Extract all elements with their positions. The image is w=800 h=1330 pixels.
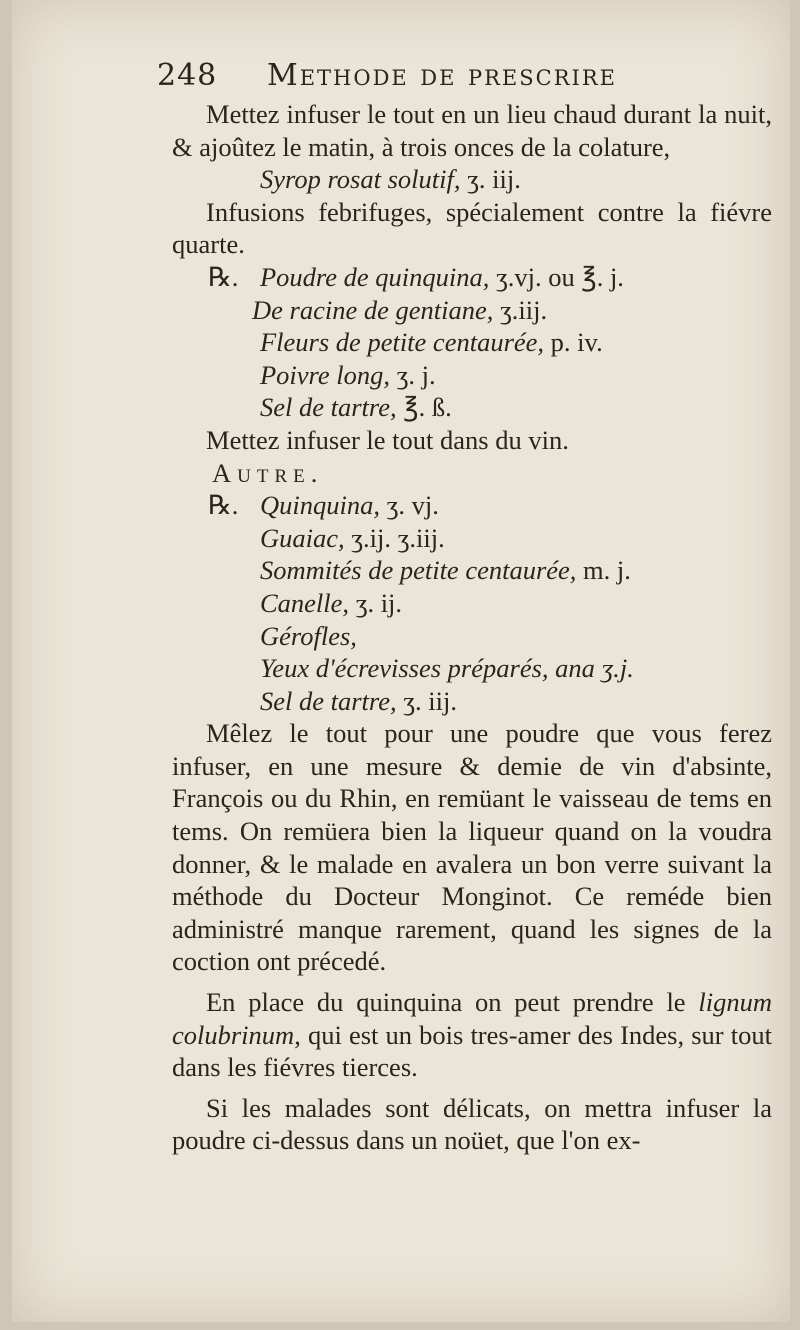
page-number: 248	[157, 58, 218, 93]
paragraph-3: Mettez infuser le tout dans du vin.	[206, 424, 569, 455]
recipe-1-line	[172, 391, 772, 424]
paragraph-5-start: En place du quinquina on peut prendre le	[206, 987, 686, 1018]
ingredient-name: Fleurs de petite centaurée,	[260, 327, 545, 358]
recipe-mark: ℞.	[208, 261, 239, 292]
ingredient-dose: p. iv.	[550, 327, 603, 358]
ingredient-dose: ʒ.vj. ou ℥. j.	[496, 261, 624, 292]
book-page	[12, 0, 790, 1322]
ingredient-dose: ʒ. vj.	[386, 490, 439, 521]
ingredient-name: Poudre de quinquina,	[260, 261, 490, 292]
syrop-line	[172, 163, 772, 196]
ingredient-name: Guaiac,	[260, 522, 345, 553]
recipe-2-line	[172, 587, 772, 620]
ingredient-dose: ʒ. iij.	[403, 685, 457, 716]
autre-heading: Autre.	[212, 457, 324, 488]
ingredient-name: Poivre long,	[260, 359, 391, 390]
ingredient-name: Quinquina,	[260, 490, 380, 521]
recipe-2-line	[172, 685, 772, 718]
recipe-2-line	[172, 620, 772, 653]
running-title: Methode de prescrire	[267, 58, 617, 93]
ingredient-dose: ana ʒ.j.	[555, 653, 634, 684]
ingredient-name: Sel de tartre,	[260, 392, 397, 423]
ingredient-dose: m. j.	[583, 555, 631, 586]
paragraph-1: Mettez infuser le tout en un lieu chaud durant la nuit, & ajoûtez le matin, à trois onces de la colature,	[172, 99, 772, 162]
ingredient-name: Sommités de petite centaurée,	[260, 555, 577, 586]
recipe-2-line	[172, 652, 772, 685]
body-text	[172, 98, 772, 1157]
recipe-2-line	[172, 489, 772, 522]
recipe-1	[172, 261, 772, 424]
recipe-1-line	[172, 359, 772, 392]
recipe-1-line	[172, 261, 772, 294]
recipe-1-line	[172, 326, 772, 359]
ingredient-dose: ʒ.iij.	[500, 294, 548, 325]
ingredient-dose: ʒ.ij. ʒ.iij.	[351, 522, 445, 553]
recipe-2-line	[172, 522, 772, 555]
paragraph-6: Si les malades sont délicats, on mettra infuser la poudre ci-dessus dans un noüet, que l'on ex-	[172, 1092, 772, 1156]
paragraph-4: Mêlez le tout pour une poudre que vous ferez infuser, en une mesure & demie de vin d'absinte, François ou du Rhin, en remüant le vaisseau de tems en tems. On remüera bien la liqueur quand on la voudra donner, & le malade en avalera un bon verre suivant la méthode du Docteur Monginot. Ce reméde bien administré manque rarement, quand les signes de la coction ont précedé.	[172, 718, 772, 977]
paragraph-5	[172, 986, 772, 1084]
ingredient-name: Sel de tartre,	[260, 685, 397, 716]
ingredient-name: Yeux d'écrevisses préparés,	[260, 653, 549, 684]
recipe-mark: ℞.	[208, 490, 239, 521]
recipe-1-line	[172, 294, 772, 327]
recipe-2	[172, 489, 772, 717]
paragraph-5-end: , qui est un bois tres-amer des Indes, sur tout dans les fiévres tierces.	[172, 1019, 772, 1083]
recipe-2-line	[172, 554, 772, 587]
syrop-name: Syrop rosat solutif,	[260, 164, 461, 195]
ingredient-name: Gérofles,	[260, 620, 357, 651]
ingredient-dose: ℥. ß.	[403, 392, 452, 423]
ingredient-name: Canelle,	[260, 587, 350, 618]
ingredient-name: De racine de gentiane,	[252, 294, 494, 325]
ingredient-dose: ʒ. ij.	[355, 587, 403, 618]
running-header	[157, 58, 777, 93]
ingredient-dose: ʒ. j.	[396, 359, 436, 390]
paragraph-2: Infusions febrifuges, spécialement contre la fiévre quarte.	[172, 196, 772, 260]
latin-term: lignum colubrinum	[172, 987, 772, 1050]
syrop-dose: ʒ. iij.	[467, 164, 521, 195]
